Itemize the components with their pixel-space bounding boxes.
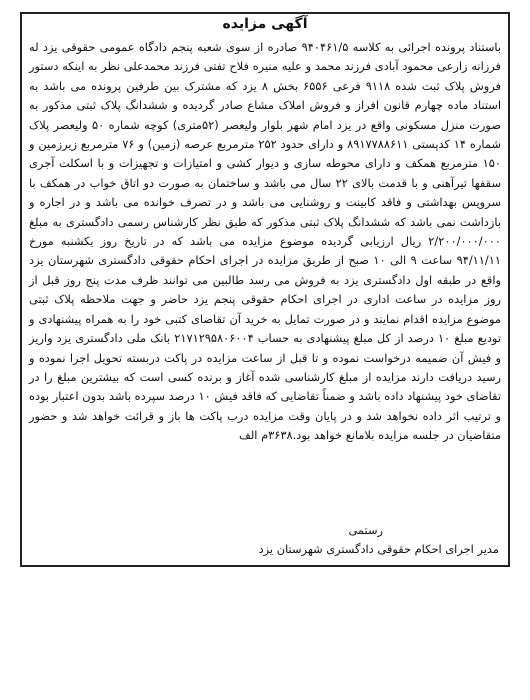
notice-body: باستناد پرونده اجرائی به کلاسه ۹۴۰۴۶۱/۵ صادره از سوی شعبه پنجم دادگاه عمومی حقوقی یزد له فرزانه زارعی محمود آبادی فرزند محمد و علیه منیره فلاح تفتی فرزند محمدعلی نظر به اینکه دستور فروش پلاک ثبت شده ۹۱۱۸ فرعی ۶۵۵۶ بخش ۸ یزد که مشترک بین طرفین پرونده می باشد به استناد ماده چهارم قانون افراز و فروش املاک مشاع صادر گردیده و ششدانگ پلاک ثبتی مذکور به صورت منزل مسکونی واقع در یزد امام شهر بلوار ولیعصر (۵۲متری) کوچه شماره ۵۰ ولیعصر پلاک شماره ۱۴ کدپستی ۸۹۱۷۷۸۸۶۱۱ و دارای حدود ۲۵۲ مترمربع عرصه (زمین) و ۷۶ مترمربع زیرزمین و ۱۵۰ مترمربع همکف و دارای محوطه سازی و دیوار کشی و امتیازات و تجهیزات و با اسکلت آجری سقفها تیرآهنی و با قدمت بالای ۲۲ سال می باشد و ساختمان به صورت دو اتاق خواب در همکف با سرویس بهداشتی و فاقد کابینت و روشنایی می باشد و در تصرف خوانده می باشد و در اجاره و بازداشت نمی باشد که ششدانگ پلاک ثبتی مذکور که طبق نظر کارشناس رسمی دادگستری به مبلغ ۲/۲۰۰/۰۰۰/۰۰۰ ریال ارزیابی گردیده موضوع مزایده می باشد که در تاریخ روز یکشنبه مورخ ۹۴/۱۱/۱۱ ساعت ۹ الی ۱۰ صبح از طریق مزایده در اجرای احکام حقوقی دادگستری شهرستان یزد واقع در طبقه اول دادگستری یزد به فروش می رسد طالبین می توانند ظرف مدت پنج روز قبل از روز مزایده در ساعت اداری در اجرای احکام حقوقی پنجم یزد حاضر و جهت ملاحظه پلاک ثبتی موضوع مزایده اقدام نمایند و در صورت تمایل به خرید آن تقاضای کتبی خود را به همراه پیشنهادی و تودیع مبلغ ۱۰ درصد از کل مبلغ پیشنهادی به حساب ۲۱۷۱۲۹۵۸۰۶۰۰۴ بانک ملی دادگستری یزد واریز و فیش آن ضمیمه درخواست نموده و تا قبل از ساعت مزایده در پاکت دربسته تحویل اجرا نموده و رسید دریافت دارند مزایده از مبلغ کارشناسی شده آغاز و برنده کسی است که بیشترین مبلغ را در تقاضای خود پیشنهاد داده باشد و ضمناً تقاضایی که فاقد فیش ۱۰ درصد سپرده باشد بدون اعتبار بوده و ترتیب اثر داده نخواهد شد و در پایان وقت مزایده درب پاکت ها باز و قرائت خواهد شد و حضور متقاضیان در جلسه مزایده بلامانع خواهد بود.۳۶۳۸م الف (29, 40, 502, 443)
notice-title: آگهی مزایده (222, 16, 308, 32)
auction-notice (20, 12, 510, 567)
signature-name: رستمی (348, 523, 383, 537)
signature-role: مدیر اجرای احکام حقوقی دادگستری شهرستان یزد (258, 542, 499, 556)
